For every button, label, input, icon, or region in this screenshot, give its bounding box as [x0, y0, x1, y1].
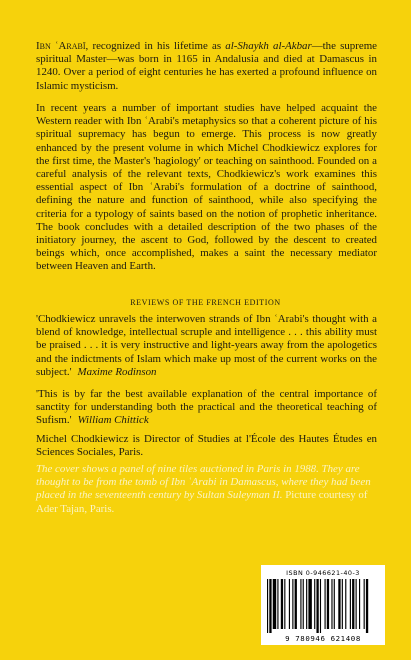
subject-title: al-Shaykh al-Akbar — [225, 40, 312, 52]
review-text-2: 'This is by far the best available explanation of the central importance of sanctity for understanding both the practical and the theoretical teaching of Sufism.' — [36, 388, 377, 427]
barcode-bar — [300, 579, 301, 629]
barcode-bar — [338, 579, 340, 629]
review-quote-1 — [36, 313, 377, 379]
barcode-bar — [331, 579, 332, 629]
barcode-bar — [303, 579, 304, 629]
author-bio: Michel Chodkiewicz is Director of Studies at l'École des Hautes Études en Sciences Sociales, Paris. — [36, 433, 377, 459]
barcode-bar — [314, 579, 315, 629]
barcode-bar — [364, 579, 365, 629]
barcode-bar — [267, 579, 268, 633]
barcode-bar — [277, 579, 278, 629]
barcode-bar — [366, 579, 368, 633]
barcode-bar — [356, 579, 357, 629]
review-quote-2 — [36, 388, 377, 428]
barcode-bar — [359, 579, 360, 629]
barcode-digits: 9 780946 621408 — [285, 634, 361, 643]
reviews-heading: REVIEWS OF THE FRENCH EDITION — [130, 298, 281, 307]
review-text-1: 'Chodkiewicz unravels the interwoven strands of Ibn ʿArabi's thought with a blend of knowledge, intellectual scruple and intelligence . . . this ability must be praised . . . it is very instructive and light-years away from the apologetics and the indictments of Islam which make up most of the current works on the subject.' — [36, 313, 377, 378]
barcode-bar — [316, 579, 318, 633]
barcode-bar — [269, 579, 271, 633]
isbn-text: ISBN 0-946621-40-3 — [286, 569, 360, 577]
intro-paragraph — [36, 40, 377, 93]
barcode-bars — [267, 579, 379, 633]
barcode-bar — [345, 579, 346, 629]
cover-note-credit: Picture courtesy of Ader Tajan, Paris. — [36, 489, 368, 515]
barcode-label — [261, 565, 385, 645]
barcode-bar — [327, 579, 329, 629]
barcode-bar — [292, 579, 293, 629]
subject-name: Ibn ʿArabī — [36, 40, 86, 52]
barcode-bar — [334, 579, 335, 629]
barcode-bar — [342, 579, 343, 629]
cover-note — [36, 463, 377, 516]
barcode-bar — [320, 579, 321, 633]
cover-note-italic: The cover shows a panel of nine tiles auctioned in Paris in 1988. They are thought to be from the tomb of Ibn ʿArabi in Damascus, where they had been placed in the seventeenth century by Sultan Suleyman II. — [36, 463, 371, 502]
barcode-bar — [295, 579, 297, 629]
barcode-bar — [352, 579, 354, 629]
barcode-bar — [308, 579, 311, 629]
barcode-bar — [306, 579, 307, 629]
review-author-2: William Chittick — [77, 414, 149, 427]
barcode-bar — [273, 579, 276, 629]
barcode-bar — [289, 579, 290, 629]
intro-text-a: , recognized in his lifetime as — [85, 40, 226, 52]
description-paragraph: In recent years a number of important studies have helped acquaint the Western reader with Ibn ʿArabi's metaphysics so that a coherent picture of his spiritual supremacy has begun to emerge. This process is now greatly enhanced by the present volume in which Michel Chodkiewicz explores for the first time, the Master's 'hagiology' or teaching on sainthood. Founded on a careful analysis of the relevant texts, Chodkiewicz's work examines this essential aspect of Ibn ʿArabi's formulation of a doctrine of sainthood, defining the nature and function of sainthood, while also specifying the criteria for a typology of saints based on the notion of prophetic inheritance. The book concludes with a detailed description of the two phases of the initiatory journey, the ascent to God, followed by the descent to created beings which, once accomplished, makes a saint the necessary mediator between Heaven and Earth. — [36, 102, 377, 273]
barcode-bar — [281, 579, 283, 629]
review-author-1: Maxime Rodinson — [77, 365, 157, 378]
intro-text-b: —the supreme spiritual Master—was born in 1165 in Andalusia and died at Damascus in 1240. Over a period of eight centuries he has exerted a profound influence on Islamic mysticism. — [36, 40, 377, 92]
barcode-bar — [284, 579, 285, 629]
barcode-bar — [350, 579, 351, 629]
barcode-bar — [325, 579, 326, 629]
